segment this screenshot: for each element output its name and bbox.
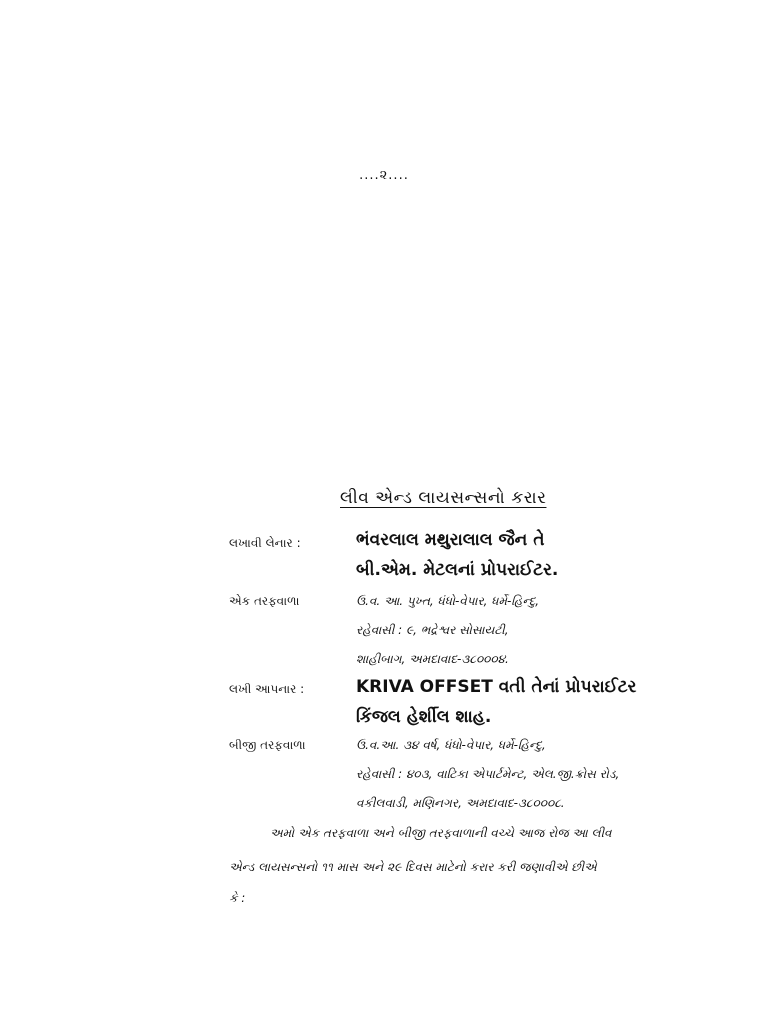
first-party-block — [229, 530, 709, 670]
second-party-detail-line2: રહેવાસી : ૪૦૩, વાટિકા એપાર્ટમેન્ટ, એલ.જી.ક્રોસ રોડ, — [356, 767, 620, 781]
first-party-detail-line3: શાહીબાગ, અમદાવાદ-૩૮૦૦૦૪. — [356, 652, 509, 666]
second-party-role: બીજી તરફવાળા — [229, 738, 306, 752]
second-party-name-line2: કિંજલ હેર્શીલ શાહ. — [356, 707, 492, 727]
first-party-detail-line2: રહેવાસી : ૯, ભદ્રેશ્વર સોસાયટી, — [356, 623, 509, 637]
first-party-name-line1: ભંવરલાલ મથુરાલાલ જૈન તે — [356, 530, 545, 550]
first-party-label: લખાવી લેનાર : — [229, 536, 301, 550]
second-party-detail-line3: વકીલવાડી, મણિનગર, અમદાવાદ-૩૮૦૦૦૮. — [356, 796, 565, 810]
agreement-paragraph-line3: કે : — [229, 891, 246, 905]
first-party-role: એક તરફવાળા — [229, 594, 300, 608]
document-title: લીવ એન્ડ લાયસન્સનો કરાર — [340, 488, 547, 508]
agreement-paragraph-line2: એન્ડ લાયસન્સનો ૧૧ માસ અને ૨૯ દિવસ માટેનો કરાર કરી જણાવીએ છીએ — [229, 860, 597, 874]
first-party-name-line2: બી.એમ. મેટલનાં પ્રોપરાઈટર. — [356, 560, 559, 580]
page-number: ....૨.... — [359, 168, 409, 183]
second-party-name-line1: KRIVA OFFSET વતી તેનાં પ્રોપરાઈટર — [356, 677, 637, 697]
agreement-paragraph-line1: અમો એક તરફવાળા અને બીજી તરફવાળાની વચ્ચે આજ રોજ આ લીવ — [270, 826, 612, 840]
second-party-detail-line1: ઉ.વ.આ. ૩૪ વર્ષ, ધંધો-વેપાર, ધર્મે-હિન્દુ, — [356, 738, 546, 752]
second-party-block — [229, 677, 709, 817]
first-party-detail-line1: ઉ.વ. આ. પુખ્ત, ધંધો-વેપાર, ધર્મે-હિન્દુ, — [356, 594, 540, 608]
second-party-label: લખી આપનાર : — [229, 682, 305, 696]
